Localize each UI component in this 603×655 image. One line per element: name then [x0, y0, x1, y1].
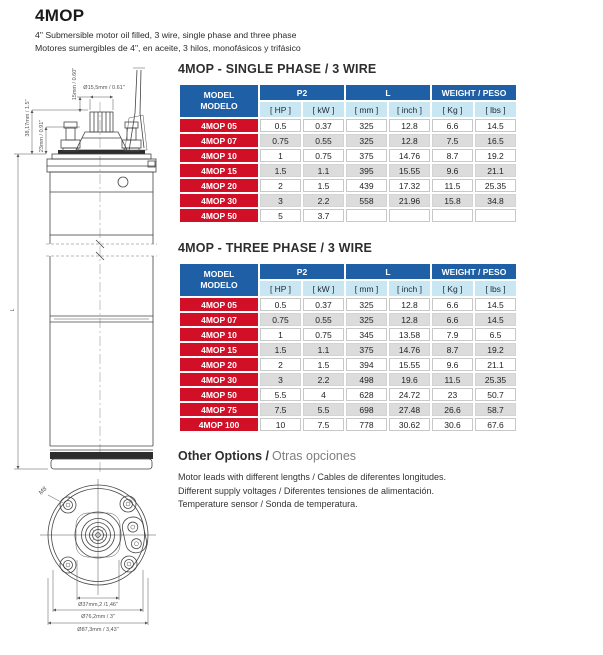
value-cell: 0.75	[303, 328, 344, 341]
value-cell: 11.5	[432, 179, 473, 192]
value-cell: 375	[346, 343, 387, 356]
table-header	[180, 85, 516, 117]
table-row	[180, 403, 516, 416]
value-cell: 1.5	[260, 164, 301, 177]
group-header: WEIGHT / PESO	[432, 264, 516, 279]
table-row	[180, 358, 516, 371]
value-cell: 50.7	[475, 388, 516, 401]
subtitle-spanish: Motores sumergibles de 4", en aceite, 3 hilos, monofásicos y trifásico	[35, 42, 301, 53]
model-header-line: MODELO	[200, 101, 238, 111]
value-cell: 7.5	[432, 134, 473, 147]
value-cell: 11.5	[432, 373, 473, 386]
value-cell: 0.75	[260, 134, 301, 147]
value-cell: 3	[260, 373, 301, 386]
value-cell: 12.8	[389, 119, 430, 132]
other-options-title	[178, 449, 598, 463]
value-cell: 21.1	[475, 358, 516, 371]
value-cell: 15.8	[432, 194, 473, 207]
value-cell: 27.48	[389, 403, 430, 416]
unit-header: [ HP ]	[260, 102, 301, 117]
option-item: Temperature sensor / Sonda de temperatura.	[178, 499, 358, 509]
thread-size-label: M8	[38, 486, 49, 497]
unit-header: [ HP ]	[260, 281, 301, 296]
unit-header: [ Kg ]	[432, 281, 473, 296]
value-cell: 0.5	[260, 298, 301, 311]
group-header: WEIGHT / PESO	[432, 85, 516, 100]
option-item: Different supply voltages / Diferentes tensiones de alimentación.	[178, 485, 434, 496]
value-cell: 4	[303, 388, 344, 401]
value-cell: 24.72	[389, 388, 430, 401]
table-row	[180, 164, 516, 177]
section-title-three-phase: 4MOP - THREE PHASE / 3 WIRE	[178, 241, 373, 255]
model-cell: 4MOP 07	[180, 313, 258, 326]
dim-label-shaft-diameter: Ø15,5mm / 0.61"	[83, 85, 125, 91]
value-cell: 1.1	[303, 164, 344, 177]
value-cell: 30.6	[432, 418, 473, 431]
unit-header: [ lbs ]	[475, 102, 516, 117]
value-cell: 1	[260, 149, 301, 162]
page-header	[35, 6, 301, 54]
model-cell: 4MOP 30	[180, 373, 258, 386]
unit-header: [ mm ]	[346, 102, 387, 117]
table-body	[180, 298, 516, 431]
value-cell: 14.76	[389, 149, 430, 162]
dim-label-flange-height: 23mm / 0.91"	[39, 119, 45, 153]
value-cell: 439	[346, 179, 387, 192]
value-cell: 58.7	[475, 403, 516, 416]
model-cell: 4MOP 15	[180, 343, 258, 356]
table-row	[180, 418, 516, 431]
value-cell: 9.6	[432, 164, 473, 177]
model-cell: 4MOP 75	[180, 403, 258, 416]
value-cell: 395	[346, 164, 387, 177]
value-cell: 17.32	[389, 179, 430, 192]
model-cell: 4MOP 10	[180, 149, 258, 162]
table-row	[180, 373, 516, 386]
value-cell: 15.55	[389, 358, 430, 371]
value-cell: 498	[346, 373, 387, 386]
motor-drawing-svg	[0, 58, 178, 655]
model-header-line: MODELO	[200, 280, 238, 290]
value-cell: 30.62	[389, 418, 430, 431]
motor-bottom-view	[38, 479, 156, 595]
value-cell: 2.2	[303, 373, 344, 386]
value-cell: 778	[346, 418, 387, 431]
value-cell: 1.5	[260, 343, 301, 356]
value-cell: 0.55	[303, 313, 344, 326]
value-cell: 26.6	[432, 403, 473, 416]
other-options-title-es: Otras opciones	[271, 449, 357, 463]
value-cell: 13.58	[389, 328, 430, 341]
value-cell: 23	[432, 388, 473, 401]
value-cell: 6.6	[432, 119, 473, 132]
model-column-header	[180, 264, 258, 296]
value-cell: 12.8	[389, 313, 430, 326]
value-cell: 12.8	[389, 134, 430, 147]
value-cell	[346, 209, 387, 222]
value-cell: 5.5	[260, 388, 301, 401]
model-cell: 4MOP 50	[180, 209, 258, 222]
value-cell	[389, 209, 430, 222]
value-cell: 7.9	[432, 328, 473, 341]
model-cell: 4MOP 07	[180, 134, 258, 147]
value-cell: 19.2	[475, 149, 516, 162]
value-cell: 3	[260, 194, 301, 207]
model-cell: 4MOP 20	[180, 179, 258, 192]
subtitle-english: 4" Submersible motor oil filled, 3 wire, single phase and three phase	[35, 30, 297, 40]
group-header: L	[346, 264, 430, 279]
value-cell: 5	[260, 209, 301, 222]
bolt-holes	[60, 496, 137, 573]
page-title: 4MOP	[35, 6, 85, 25]
value-cell: 698	[346, 403, 387, 416]
group-header-row	[180, 85, 516, 100]
value-cell: 558	[346, 194, 387, 207]
table-row	[180, 179, 516, 192]
value-cell: 325	[346, 134, 387, 147]
value-cell: 14.5	[475, 298, 516, 311]
value-cell: 6.6	[432, 298, 473, 311]
value-cell: 628	[346, 388, 387, 401]
other-options-title-en: Other Options /	[178, 449, 269, 463]
value-cell: 345	[346, 328, 387, 341]
technical-drawing	[0, 58, 178, 655]
single-phase-table	[178, 83, 518, 224]
section-title-single-phase: 4MOP - SINGLE PHASE / 3 WIRE	[178, 62, 377, 76]
model-cell: 4MOP 100	[180, 418, 258, 431]
value-cell: 2.2	[303, 194, 344, 207]
unit-header: [ kW ]	[303, 102, 344, 117]
dim-label-bolt-circle-diameter: Ø76,2mm / 3"	[81, 614, 115, 620]
model-column-header	[180, 85, 258, 117]
value-cell: 394	[346, 358, 387, 371]
table-row	[180, 194, 516, 207]
group-header: P2	[260, 85, 344, 100]
value-cell: 1.5	[303, 179, 344, 192]
dim-label-spline-height: 15mm / 0.60"	[72, 67, 78, 101]
value-cell: 1.1	[303, 343, 344, 356]
value-cell: 6.5	[475, 328, 516, 341]
table-header	[180, 264, 516, 296]
unit-header: [ mm ]	[346, 281, 387, 296]
value-cell: 7.5	[303, 418, 344, 431]
three-phase-table	[178, 262, 518, 433]
value-cell: 10	[260, 418, 301, 431]
value-cell: 325	[346, 298, 387, 311]
model-cell: 4MOP 50	[180, 388, 258, 401]
value-cell: 34.8	[475, 194, 516, 207]
model-cell: 4MOP 20	[180, 358, 258, 371]
value-cell: 0.5	[260, 119, 301, 132]
value-cell: 21.96	[389, 194, 430, 207]
table-row	[180, 134, 516, 147]
value-cell	[432, 209, 473, 222]
value-cell: 25.35	[475, 373, 516, 386]
value-cell: 16.5	[475, 134, 516, 147]
value-cell: 375	[346, 149, 387, 162]
value-cell: 0.75	[260, 313, 301, 326]
value-cell: 3.7	[303, 209, 344, 222]
model-cell: 4MOP 30	[180, 194, 258, 207]
group-header-row	[180, 264, 516, 279]
value-cell: 7.5	[260, 403, 301, 416]
value-cell: 0.37	[303, 119, 344, 132]
value-cell: 14.5	[475, 119, 516, 132]
value-cell: 8.7	[432, 343, 473, 356]
value-cell: 9.6	[432, 358, 473, 371]
value-cell: 67.6	[475, 418, 516, 431]
group-header: L	[346, 85, 430, 100]
dim-label-motor-length: L	[10, 308, 16, 312]
table-row	[180, 149, 516, 162]
model-header-line: MODEL	[203, 268, 235, 279]
value-cell: 0.37	[303, 298, 344, 311]
value-cell: 325	[346, 119, 387, 132]
table-body	[180, 119, 516, 222]
value-cell: 8.7	[432, 149, 473, 162]
motor-side-view	[46, 68, 157, 472]
value-cell: 21.1	[475, 164, 516, 177]
model-cell: 4MOP 10	[180, 328, 258, 341]
group-header: P2	[260, 264, 344, 279]
value-cell: 325	[346, 313, 387, 326]
table-row	[180, 298, 516, 311]
value-cell: 2	[260, 358, 301, 371]
other-options-list	[178, 471, 598, 512]
unit-header: [ inch ]	[389, 281, 430, 296]
value-cell: 19.6	[389, 373, 430, 386]
value-cell: 6.6	[432, 313, 473, 326]
table-row	[180, 388, 516, 401]
value-cell	[475, 209, 516, 222]
spec-content	[178, 62, 598, 512]
value-cell: 19.2	[475, 343, 516, 356]
model-cell: 4MOP 05	[180, 298, 258, 311]
dim-label-inner-diameter: Ø37mm,2 /1,46"	[78, 602, 118, 608]
value-cell: 2	[260, 179, 301, 192]
value-cell: 14.76	[389, 343, 430, 356]
dim-label-outer-diameter: Ø87,3mm / 3,43"	[77, 627, 119, 633]
value-cell: 15.55	[389, 164, 430, 177]
value-cell: 0.75	[303, 149, 344, 162]
value-cell: 0.55	[303, 134, 344, 147]
dim-label-shaft-extension: 38,17mm / 1.5"	[25, 99, 31, 137]
value-cell: 5.5	[303, 403, 344, 416]
model-cell: 4MOP 05	[180, 119, 258, 132]
value-cell: 1	[260, 328, 301, 341]
unit-header: [ lbs ]	[475, 281, 516, 296]
value-cell: 25.35	[475, 179, 516, 192]
value-cell: 14.5	[475, 313, 516, 326]
table-row	[180, 343, 516, 356]
table-row	[180, 328, 516, 341]
unit-header: [ kW ]	[303, 281, 344, 296]
unit-header: [ Kg ]	[432, 102, 473, 117]
unit-header: [ inch ]	[389, 102, 430, 117]
table-row	[180, 313, 516, 326]
table-row	[180, 209, 516, 222]
value-cell: 12.8	[389, 298, 430, 311]
model-header-line: MODEL	[203, 89, 235, 100]
table-row	[180, 119, 516, 132]
model-cell: 4MOP 15	[180, 164, 258, 177]
value-cell: 1.5	[303, 358, 344, 371]
option-item: Motor leads with different lengths / Cables de diferentes longitudes.	[178, 472, 446, 482]
